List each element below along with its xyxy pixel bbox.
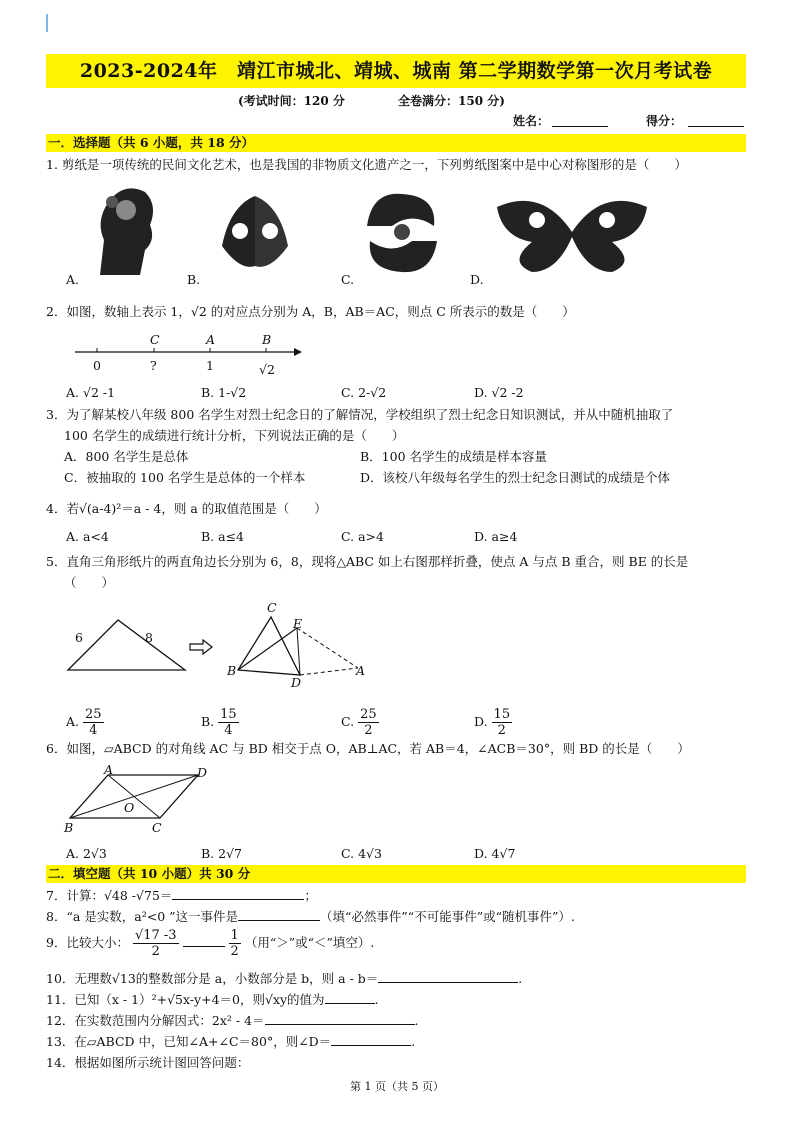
papercut-opera-figure — [90, 180, 160, 280]
folding-triangle-figure — [60, 600, 380, 695]
q5-option-c[interactable]: C. $\frac{25}{2}$ — [341, 707, 377, 738]
q13-answer-blank[interactable] — [331, 1033, 411, 1046]
question-12: 12．在实数范围内分解因式：2x² - 4＝ . — [46, 1013, 419, 1028]
fig5-side-8: 8 — [145, 630, 153, 645]
edge-marker — [46, 14, 48, 32]
q2-option-a[interactable]: A. √2 -1 — [66, 385, 116, 400]
question-13: 13．在▱ABCD 中，已知∠A+∠C＝80°，则∠D＝ . — [46, 1034, 416, 1049]
axis-label-c: C — [150, 332, 160, 347]
q4-option-b[interactable]: B. a≤4 — [201, 529, 245, 544]
section-fill-header: 二．填空题（共 10 小题）共 30 分 — [46, 865, 746, 883]
score-field[interactable] — [688, 126, 744, 127]
page-footer: 第 1 页（共 5 页） — [350, 1080, 444, 1093]
question-4: 4．若√(a-4)²＝a - 4，则 a 的取值范围是（ ） — [46, 501, 327, 516]
papercut-swirl-fish — [362, 186, 442, 278]
q10-answer-blank[interactable] — [378, 970, 518, 983]
name-label: 姓名： — [513, 114, 550, 128]
q4-option-c[interactable]: C. a>4 — [341, 529, 384, 544]
fig5-point-d: D — [291, 675, 302, 690]
parallelogram-figure — [60, 765, 220, 835]
fig6-point-d: D — [197, 765, 208, 780]
question-9: 9．比较大小： $\frac{√17 -3}{2}$ $\frac{1}{2}$ （用“＞”或“＜”填空）. — [46, 928, 375, 959]
q5-option-a[interactable]: A. $\frac{25}{4}$ — [66, 707, 102, 738]
q2-option-d[interactable]: D. √2 -2 — [474, 385, 524, 400]
question-5-line1: 5．直角三角形纸片的两直角边长分别为 6，8，现将△ABC 如上右图那样折叠，使点 A 与点 B 重合，则 BE 的长是 — [46, 554, 689, 569]
question-11: 11．已知（x - 1）²+√5x-y+4＝0，则√xy的值为 . — [46, 992, 379, 1007]
q2-option-b[interactable]: B. 1-√2 — [201, 385, 247, 400]
axis-tick-0: 0 — [93, 358, 101, 373]
full-score: 全卷满分：150 分) — [398, 94, 505, 108]
page-title: 2023-2024年 靖江市城北、靖城、城南 第二学期数学第一次月考试卷 — [79, 60, 713, 82]
question-2: 2．如图，数轴上表示 1，√2 的对应点分别为 A，B，AB＝AC，则点 C 所表示的数是（ ） — [46, 304, 575, 319]
axis-tick-1: 1 — [206, 358, 214, 373]
q6-option-a[interactable]: A. 2√3 — [66, 846, 107, 861]
exam-time: (考试时间：120 分 — [238, 94, 345, 108]
q4-option-d[interactable]: D. a≥4 — [474, 529, 518, 544]
axis-tick-question: ? — [150, 358, 157, 373]
question-3-line1: 3．为了解某校八年级 800 名学生对烈士纪念日的了解情况，学校组织了烈士纪念日知识测试，并从中随机抽取了 — [46, 407, 674, 422]
fig5-point-b: B — [227, 663, 237, 678]
q5-option-d[interactable]: D. $\frac{15}{2}$ — [474, 707, 511, 738]
q4-option-a[interactable]: A. a<4 — [66, 529, 109, 544]
q3-option-a[interactable]: A．800 名学生是总体 — [64, 449, 189, 464]
name-field[interactable] — [552, 126, 608, 127]
fig6-point-c: C — [152, 820, 162, 835]
q1-option-d[interactable]: D. — [470, 272, 484, 287]
fig5-point-a: A — [356, 663, 366, 678]
fig5-point-e: E — [293, 616, 303, 631]
question-8: 8．“a 是实数，a²<0 ”这一事件是 （填“必然事件”“不可能事件”或“随机事件”）. — [46, 909, 575, 924]
section-choice-header: 一．选择题（共 6 小题，共 18 分） — [46, 134, 746, 152]
question-10: 10．无理数√13的整数部分是 a，小数部分是 b，则 a - b＝ . — [46, 971, 523, 986]
q6-option-c[interactable]: C. 4√3 — [341, 846, 382, 861]
axis-tick-sqrt2: √2 — [259, 362, 275, 377]
q5-option-b[interactable]: B. $\frac{15}{4}$ — [201, 707, 237, 738]
q1-option-b[interactable]: B. — [187, 272, 201, 287]
question-7: 7．计算：√48 -√75＝ ； — [46, 888, 317, 903]
q1-option-c[interactable]: C. — [341, 272, 355, 287]
q1-option-a[interactable]: A. — [66, 272, 80, 287]
question-5-line2: （ ） — [64, 575, 115, 590]
fig6-point-a: A — [104, 762, 114, 777]
papercut-butterfly — [492, 192, 652, 274]
q6-option-d[interactable]: D. 4√7 — [474, 846, 516, 861]
papercut-twin-fish — [210, 186, 300, 276]
score-label: 得分： — [646, 114, 683, 128]
question-1: 1. 剪纸是一项传统的民间文化艺术，也是我国的非物质文化遗产之一，下列剪纸图案中是中心对称图形的是（ ） — [46, 157, 687, 172]
q2-option-c[interactable]: C. 2-√2 — [341, 385, 387, 400]
q3-option-b[interactable]: B．100 名学生的成绩是样本容量 — [360, 449, 548, 464]
q3-option-c[interactable]: C．被抽取的 100 名学生是总体的一个样本 — [64, 470, 306, 485]
axis-label-a: A — [206, 332, 216, 347]
axis-label-b: B — [262, 332, 272, 347]
q12-answer-blank[interactable] — [265, 1012, 415, 1025]
q7-answer-blank[interactable] — [172, 887, 304, 900]
fig5-point-c: C — [267, 600, 277, 615]
fig6-point-b: B — [64, 820, 74, 835]
question-14: 14．根据如图所示统计图回答问题： — [46, 1055, 250, 1070]
q8-answer-blank[interactable] — [238, 908, 320, 921]
q11-answer-blank[interactable] — [325, 991, 375, 1004]
question-6: 6．如图，▱ABCD 的对角线 AC 与 BD 相交于点 O，AB⊥AC，若 AB＝4，∠ACB＝30°，则 BD 的长是（ ） — [46, 741, 690, 756]
fig6-point-o: O — [124, 800, 135, 815]
q6-option-b[interactable]: B. 2√7 — [201, 846, 243, 861]
q3-option-d[interactable]: D．该校八年级每名学生的烈士纪念日测试的成绩是个体 — [360, 470, 671, 485]
fig5-side-6: 6 — [75, 630, 83, 645]
question-3-line2: 100 名学生的成绩进行统计分析，下列说法正确的是（ ） — [64, 428, 405, 443]
q9-answer-blank[interactable] — [183, 934, 225, 947]
